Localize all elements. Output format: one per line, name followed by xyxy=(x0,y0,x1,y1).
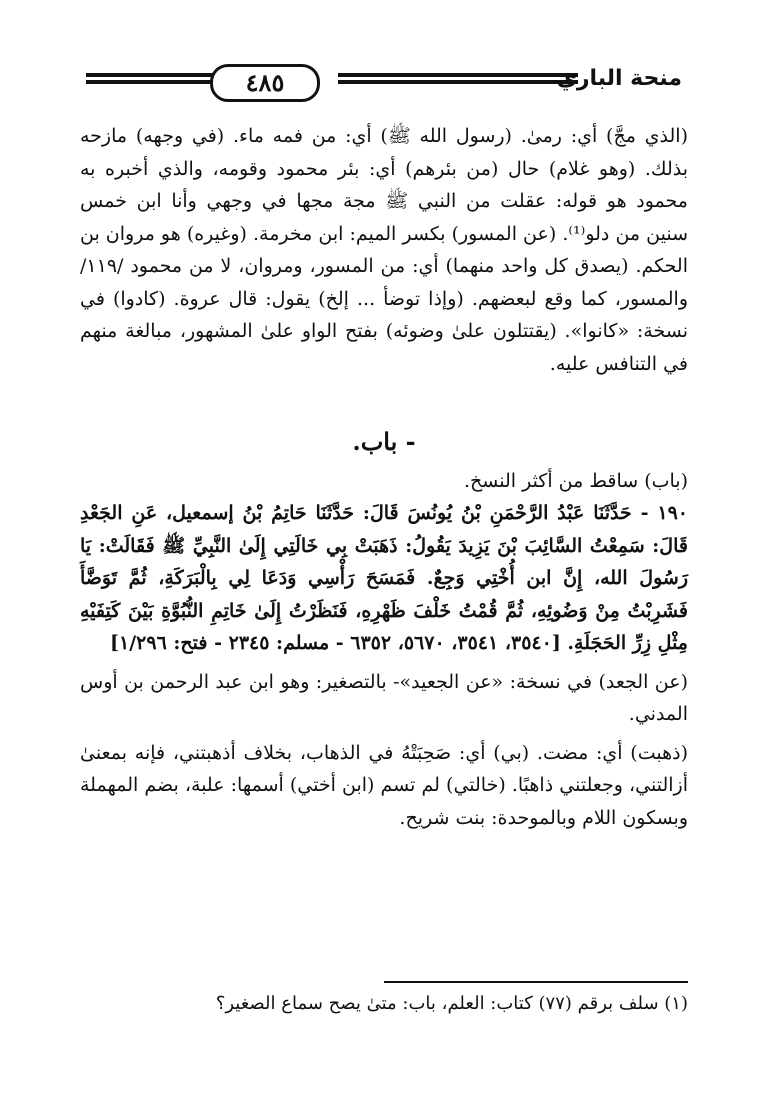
commentary-paragraph-3: (عن الجعد) في نسخة: «عن الجعيد»- بالتصغير: وهو ابن عبد الرحمن بن أوس المدني. xyxy=(80,670,688,725)
section-heading: - باب. xyxy=(352,427,416,456)
book-title: منحة الباري xyxy=(556,66,682,91)
hadith-text: ١٩٠ - حَدَّثَنَا عَبْدُ الرَّحْمَنِ بْنُ يُونُسَ قَالَ: حَدَّثَنَا حَاتِمُ بْنُ إسمعيل، عَنِ الجَعْدِ قَالَ: سَمِعْتُ السَّائِبَ بْنَ يَزِيدَ يَقُولُ: ذَهَبَتْ بِي خَالَتِي إِلَىٰ النَّبِيِّ ﷺ فَقَالَتْ: يَا رَسُولَ الله، إِنَّ ابن أُخْتِي وَجِعٌ. فَمَسَحَ رَأْسِي وَدَعَا لِي بِالْبَرَكَةِ، ثُمَّ تَوَضَّأَ فَشَرِبْتُ مِنْ وَضُوئِهِ، ثُمَّ قُمْتُ خَلْفَ ظَهْرِهِ، فَنَظَرْتُ إِلَىٰ خَاتِمِ النُّبُوَّةِ بَيْنَ كَتِفَيْهِ مِثْلِ زِرِّ الحَجَلَةِ. [٣٥٤٠، ٣٥٤١، ٥٦٧٠، ٦٣٥٢ - مسلم: ٢٣٤٥ - فتح: ١/٢٩٦] xyxy=(80,502,688,654)
header-rule-left xyxy=(86,73,218,89)
commentary-paragraph-2: (باب) ساقط من أكثر النسخ. xyxy=(463,469,688,492)
header-rule-right xyxy=(338,73,578,87)
page-number-badge xyxy=(210,64,320,102)
commentary-paragraph-1: (الذي مجَّ) أي: رمىٰ. (رسول الله ﷺ) أي: من فمه ماء. (في وجهه) مازحه بذلك. (وهو غلام) حال (من بئرهم) أي: بئر محمود وقومه، والذي أخبره به محمود هو قوله: عقلت من النبي ﷺ مجة مجها في وجهي وأنا ابن خمس سنين من دلو⁽¹⁾. (عن المسور) بكسر الميم: ابن مخرمة. (وغيره) هو مروان بن الحكم. (يصدق كل واحد منهما) أي: من المسور، ومروان، لا من محمود /١١٩/ والمسور، كما وقع لبعضهم. (وإذا توضأ ... إلخ) يقول: قال عروة. (كادوا) في نسخة: «كانوا». (يقتتلون علىٰ وضوئه) بفتح الواو علىٰ المشهور، مبالغة منهم في التنافس عليه. xyxy=(80,125,688,375)
footnote-rule xyxy=(384,981,688,983)
commentary-paragraph-4: (ذهبت) أي: مضت. (بي) أي: صَحِبَتْهُ في الذهاب، بخلاف أذهبتني، فإنه بمعنىٰ أزالتني، وجعلتني ذاهبًا. (خالتي) لم تسم (ابن أختي) أسمها: علبة، بضم المهملة وبسكون اللام وبالموحدة: بنت شريح. xyxy=(80,741,688,829)
page-body xyxy=(80,120,688,834)
running-header xyxy=(86,64,682,110)
page-number: ٤٨٥ xyxy=(245,68,285,97)
footnote: (١) سلف برقم (٧٧) كتاب: العلم، باب: متىٰ يصح سماع الصغير؟ xyxy=(215,993,688,1014)
